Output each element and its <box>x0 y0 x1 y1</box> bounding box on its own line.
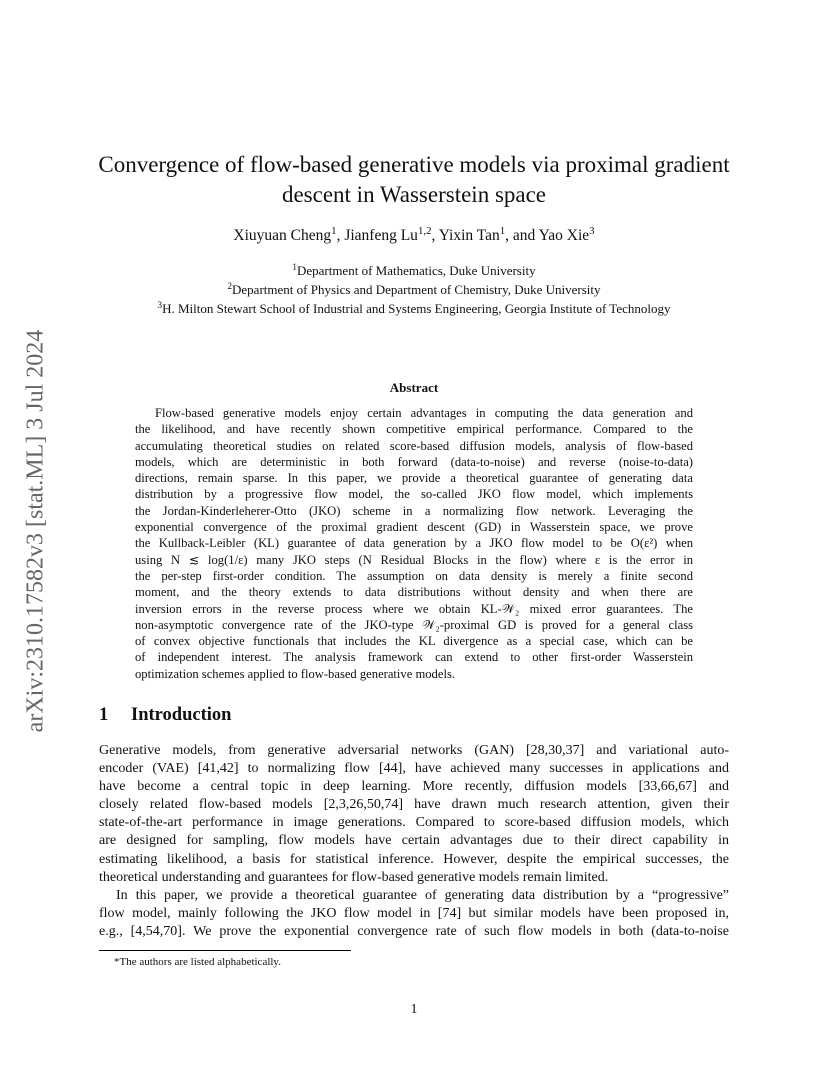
affiliation-number: 3 <box>157 300 163 310</box>
abstract-line: Flow-based generative models enjoy certain advantages in computing the data generation and <box>155 406 693 420</box>
title-line-2: descent in Wasserstein space <box>281 182 547 207</box>
body-line: theoretical understanding and guarantees for flow-based generative models remain limited. <box>99 869 609 885</box>
author-separator: , <box>431 227 439 244</box>
page-number: 1 <box>410 1002 418 1017</box>
author: Xiuyuan Cheng <box>233 227 332 244</box>
abstract-heading: Abstract <box>389 380 439 395</box>
abstract-line: the Jordan-Kinderleherer-Otto (JKO) scheme in a normalizing flow network. Leveraging the <box>135 503 693 518</box>
abstract-line: the Kullback-Leibler (KL) guarantee of data generation by a JKO flow model to be O(ε²) when <box>135 536 693 551</box>
footnote-rule <box>99 950 351 951</box>
author-separator: , and <box>505 227 539 244</box>
author-affiliation-mark: 1,2 <box>417 225 432 238</box>
affiliation <box>0 282 828 298</box>
affiliation-number: 1 <box>292 262 297 272</box>
abstract-line: moment, and the theory extends to data distributions without density and when there are <box>135 585 693 600</box>
author-affiliation-mark: 3 <box>589 225 595 238</box>
body-line: have become a central topic in deep learning. More recently, diffusion models [33,66,67] and <box>99 779 729 795</box>
abstract-line: of convex objective functionals that includes the KL divergence as a special case, which can be <box>135 634 693 649</box>
body-line: flow model, mainly following the JKO flow model in [74] but similar models have been proposed in, <box>99 905 729 921</box>
body-line: are designed for sampling, flow models have certain advantages due to their direct capability in <box>99 833 729 849</box>
abstract-line: distribution by a progressive flow model, the so-called JKO flow model, which implements <box>135 487 693 502</box>
section-heading-introduction <box>99 705 231 726</box>
abstract-line: optimization schemes applied to flow-based generative models. <box>135 666 455 681</box>
affiliation-number: 2 <box>227 281 233 291</box>
abstract-line: inversion errors in the reverse process where we obtain KL-𝒲₂ mixed error guarantees. The <box>135 601 693 616</box>
author-list <box>0 227 828 245</box>
arxiv-identifier: arXiv:2310.17582v3 [stat.ML] 3 Jul 2024 <box>22 329 49 733</box>
affiliation <box>0 301 828 317</box>
abstract-line: accumulating theoretical studies on related score-based diffusion models, analysis of flow-based <box>135 438 693 453</box>
abstract-line: the per-step first-order condition. The assumption on data density is merely a finite second <box>135 568 693 583</box>
body-line: e.g., [4,54,70]. We prove the exponential convergence rate of such flow models in both (data-to-noise <box>99 923 729 939</box>
abstract-body <box>135 405 693 682</box>
author-affiliation-mark: 1 <box>499 225 506 238</box>
body-line: estimating likelihood, a basis for statistical inference. However, despite the empirical successes, the <box>99 851 729 867</box>
body-line: encoder (VAE) [41,42] to normalizing flow [44], have achieved many successes in applications and <box>99 761 729 777</box>
body-line: state-of-the-art performance in image generations. Compared to score-based diffusion models, which <box>99 815 729 831</box>
abstract-line: using N ≲ log(1/ε) many JKO steps (N Residual Blocks in the flow) where ε is the error in <box>135 552 693 567</box>
affiliation <box>0 263 828 279</box>
title-line-1: Convergence of flow-based generative models via proximal gradient <box>98 152 730 177</box>
abstract-line: exponential convergence of the proximal gradient descent (GD) in Wasserstein space, we prove <box>135 520 693 535</box>
affiliation-text: Department of Mathematics, Duke University <box>296 263 536 278</box>
abstract-line: non-asymptotic convergence rate of the JKO-type 𝒲₂-proximal GD is proved for a general class <box>135 617 693 632</box>
abstract-line: directions, remain sparse. In this paper, we provide a theoretical guarantee of generating data <box>135 471 693 486</box>
abstract-line: of independent interest. The analysis framework can extend to other first-order Wasserstein <box>135 650 693 665</box>
author: Yixin Tan <box>438 227 500 244</box>
abstract-line: the likelihood, and have recently shown competitive empirical performance. Compared to the <box>135 422 693 437</box>
affiliation-text: Department of Physics and Department of Chemistry, Duke University <box>232 282 601 297</box>
author-separator: , <box>336 227 345 244</box>
author: Yao Xie <box>538 227 590 244</box>
affiliation-text: H. Milton Stewart School of Industrial and Systems Engineering, Georgia Institute of Technology <box>162 301 671 316</box>
footnote: *The authors are listed alphabetically. <box>114 956 281 968</box>
body-line: closely related flow-based models [2,3,26,50,74] have drawn much research attention, given their <box>99 797 729 813</box>
abstract-line: models, which are deterministic in both forward (data-to-noise) and reverse (noise-to-data) <box>135 454 693 469</box>
body-line: In this paper, we provide a theoretical guarantee of generating data distribution by a “progressive” <box>116 887 729 903</box>
section-number: 1 <box>99 705 109 725</box>
author: Jianfeng Lu <box>344 227 418 244</box>
section-title: Introduction <box>131 705 232 725</box>
paper-title <box>90 150 738 210</box>
author-affiliation-mark: 1 <box>331 225 337 238</box>
arxiv-sidebar <box>24 296 48 766</box>
introduction-body <box>99 742 729 941</box>
body-line: Generative models, from generative adversarial networks (GAN) [28,30,37] and variational auto- <box>99 743 729 758</box>
